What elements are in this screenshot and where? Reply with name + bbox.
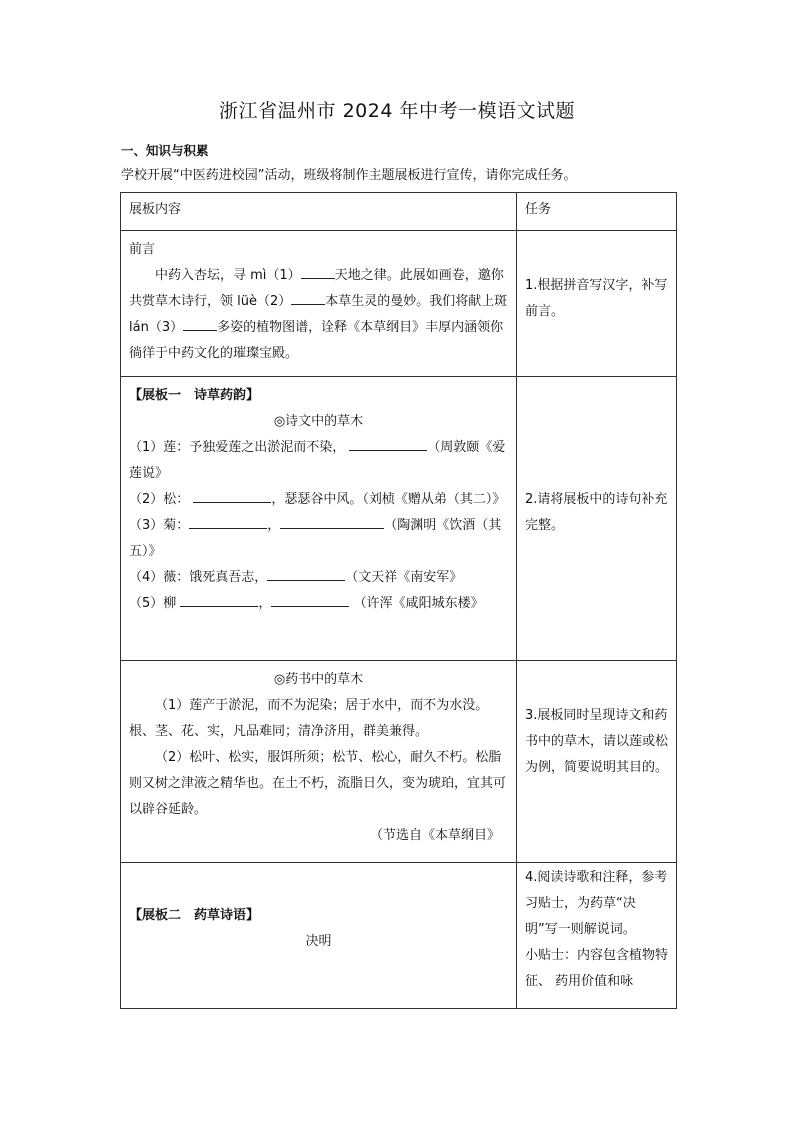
book-source: （节选自《本草纲目》 xyxy=(369,828,500,843)
poem-blank-5a[interactable] xyxy=(180,592,258,607)
answer-blank-1[interactable] xyxy=(301,264,335,279)
poem-blank-5b[interactable] xyxy=(271,592,349,607)
poem-line-3 xyxy=(129,513,508,565)
task-3-text: 3.展板同时呈现诗文和药书中的草木，请以莲或松为例，简要说明其目的。 xyxy=(525,708,669,775)
task-3-cell xyxy=(517,661,677,863)
poem-line-2-source: ，瑟瑟谷中风。（刘桢《赠从弟（其二）》 xyxy=(271,492,506,507)
poem-blank-4[interactable] xyxy=(267,566,345,581)
page-title: 浙江省温州市 2024 年中考一模语文试题 xyxy=(219,100,575,122)
medical-book-cell xyxy=(121,661,517,863)
preface-text-2: 天地之律。此展如画卷，邀你共赏草木诗行，领 lüè（2） xyxy=(129,268,504,309)
exhibit-two-heading: 【展板二 药草诗语】 xyxy=(129,908,260,923)
poem-line-5-text: （5）柳 xyxy=(129,596,177,611)
book-plants-subheading: ◎药书中的草木 xyxy=(273,672,364,687)
poem-line-5-source: （许浑《咸阳城东楼》 xyxy=(353,596,484,611)
answer-blank-2[interactable] xyxy=(291,290,325,305)
poem-line-4-source: （文天祥《南安军》 xyxy=(345,570,463,585)
poem-line-2 xyxy=(129,487,508,513)
answer-blank-3[interactable] xyxy=(183,316,217,331)
preface-text-4: 多姿的植物图谱，诠释《本草纲目》丰厚内涵领你徜徉于中药文化的璀璨宝殿。 xyxy=(129,320,504,361)
header-task-cell xyxy=(517,193,677,231)
exhibit-one-cell xyxy=(121,377,517,661)
header-task-label: 任务 xyxy=(525,202,552,217)
poem-line-5-comma: ， xyxy=(258,596,272,611)
poem-line-2-text: （2）松： xyxy=(129,492,190,507)
table-row-exhibit-two xyxy=(121,863,677,1009)
header-content-label: 展板内容 xyxy=(129,202,182,217)
poem-line-1-text: （1）莲：予独爱莲之出淤泥而不染， xyxy=(129,440,346,455)
poem-line-3-comma: ， xyxy=(267,518,281,533)
poem-blank-3b[interactable] xyxy=(280,514,384,529)
exhibit-two-cell xyxy=(121,863,517,1009)
poem-plants-subheading: ◎诗文中的草木 xyxy=(273,414,364,429)
poem-line-3-source: （陶渊明《饮酒（其五）》 xyxy=(129,518,502,559)
book-paragraph-1: （1）莲产于淤泥，而不为泥染；居于水中，而不为水没。根、茎、花、实，凡品难同；清净济用，群美兼得。 xyxy=(129,698,489,739)
section-heading: 一、知识与积累 xyxy=(121,143,209,158)
exhibit-table xyxy=(120,192,677,1009)
task-4-tip: 小贴士：内容包含植物特征、 药用价值和咏 xyxy=(525,948,669,989)
task-2-cell xyxy=(517,377,677,661)
table-row-exhibit-one xyxy=(121,377,677,661)
poem-line-1 xyxy=(129,435,508,487)
task-4-text: 4.阅读诗歌和注释，参考习贴士，为药草“决明”写一则解说词。 xyxy=(525,870,668,937)
book-paragraph-2: （2）松叶、松实，服饵所须；松节、松心，耐久不朽。松脂则又树之津液之精华也。在土不朽，流脂日久，变为琥珀，宜其可以辟谷延龄。 xyxy=(129,750,507,817)
preface-paragraph xyxy=(129,263,508,367)
preface-text-1: 中药入杏坛，寻 mì（1） xyxy=(155,268,301,283)
intro-text: 学校开展“中医药进校园”活动，班级将制作主题展板进行宣传，请你完成任务。 xyxy=(121,168,577,183)
preface-cell xyxy=(121,231,517,377)
poem-line-1-source: （周敦颐《爱莲说》 xyxy=(129,440,506,481)
poem-line-4-text: （4）薇：饿死真吾志， xyxy=(129,570,268,585)
poem-blank-3a[interactable] xyxy=(189,514,267,529)
table-header-row xyxy=(121,193,677,231)
exhibit-one-heading: 【展板一 诗草药韵】 xyxy=(129,388,260,403)
task-4-cell xyxy=(517,863,677,1009)
poem-line-5 xyxy=(129,591,508,617)
task-1-cell xyxy=(517,231,677,377)
task-1-text: 1.根据拼音写汉字，补写前言。 xyxy=(525,278,668,319)
poem-title-jueming: 决明 xyxy=(305,934,332,949)
poem-line-3-text: （3）菊： xyxy=(129,518,190,533)
poem-blank-1[interactable] xyxy=(349,436,427,451)
poem-line-4 xyxy=(129,565,508,591)
table-row-medical-book xyxy=(121,661,677,863)
header-content-cell xyxy=(121,193,517,231)
preface-heading: 前言 xyxy=(129,242,156,257)
poem-blank-2[interactable] xyxy=(193,488,271,503)
table-row-preface xyxy=(121,231,677,377)
preface-text-3: 本草生灵的曼妙。我们将献上斑 lán（3） xyxy=(129,294,508,335)
task-2-text: 2.请将展板中的诗句补充完整。 xyxy=(525,492,668,533)
